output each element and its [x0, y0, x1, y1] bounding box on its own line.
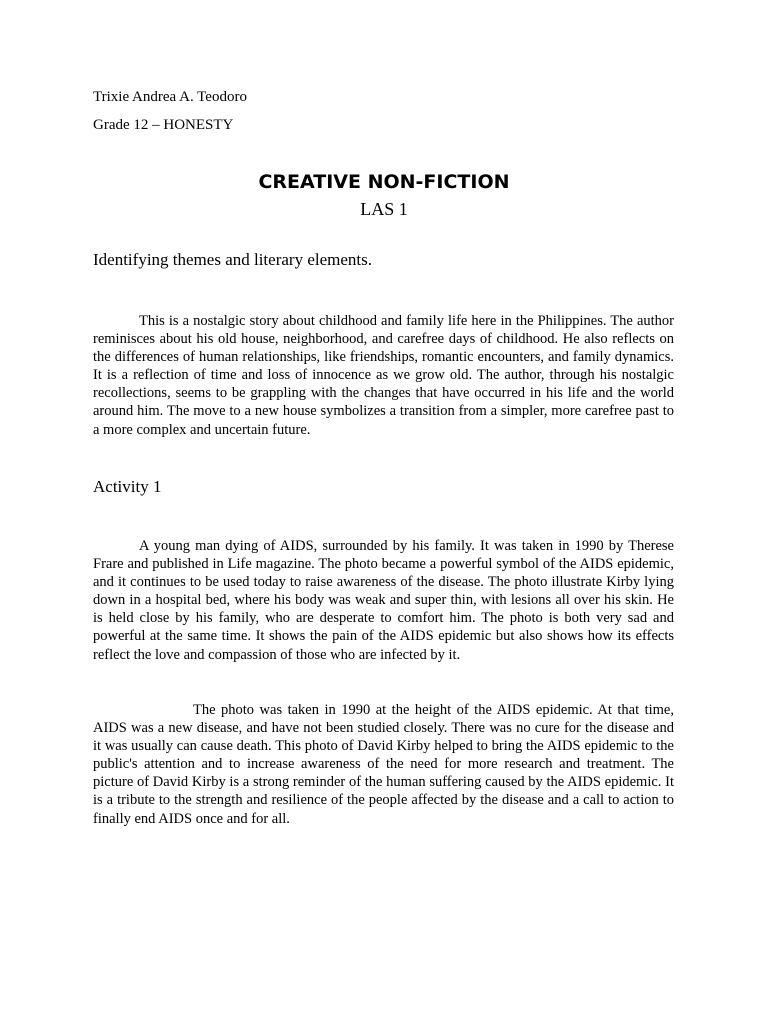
activity-paragraph-2: The photo was taken in 1990 at the height of the AIDS epidemic. At that time, AIDS was a new disease, and have not been studied closely. There was no cure for the disease and it was usually can cause death. This photo of David Kirby helped to bring the AIDS epidemic to the public's attention and to increase awareness of the need for more research and treatment. The picture of David Kirby is a strong reminder of the human suffering caused by the AIDS epidemic. It is a tribute to the strength and resilience of the people affected by the disease and a call to action to finally end AIDS once and for all.: [93, 702, 674, 827]
activity-paragraph-1: A young man dying of AIDS, surrounded by his family. It was taken in 1990 by Therese Frare and published in Life magazine. The photo became a powerful symbol of the AIDS epidemic, and it continues to be used today to raise awareness of the disease. The photo illustrate Kirby lying down in a hospital bed, where his body was weak and super thin, with lesions all over his skin. He is held close by his family, who are desperate to comfort him. The photo is both very sad and powerful at the same time. It shows the pain of the AIDS epidemic but also shows how its effects reflect the love and compassion of those who are infected by it.: [93, 538, 674, 663]
themes-paragraph: This is a nostalgic story about childhood and family life here in the Philippines. The author reminisces about his old house, neighborhood, and carefree days of childhood. He also reflects on the differences of human relationships, like friendships, romantic encounters, and family dynamics. It is a reflection of time and loss of innocence as we grow old. The author, through his nostalgic recollections, seems to be grappling with the changes that have occurred in his life and the world around him. The move to a new house symbolizes a transition from a simpler, more carefree past to a more complex and uncertain future.: [93, 313, 674, 438]
activity-heading: Activity 1: [93, 477, 162, 496]
document-subtitle: LAS 1: [360, 199, 408, 219]
author-name: Trixie Andrea A. Teodoro: [93, 89, 247, 105]
document-title: CREATIVE NON-FICTION: [258, 171, 510, 193]
grade-section: Grade 12 – HONESTY: [93, 117, 234, 133]
section-heading-themes: Identifying themes and literary elements.: [93, 250, 372, 269]
